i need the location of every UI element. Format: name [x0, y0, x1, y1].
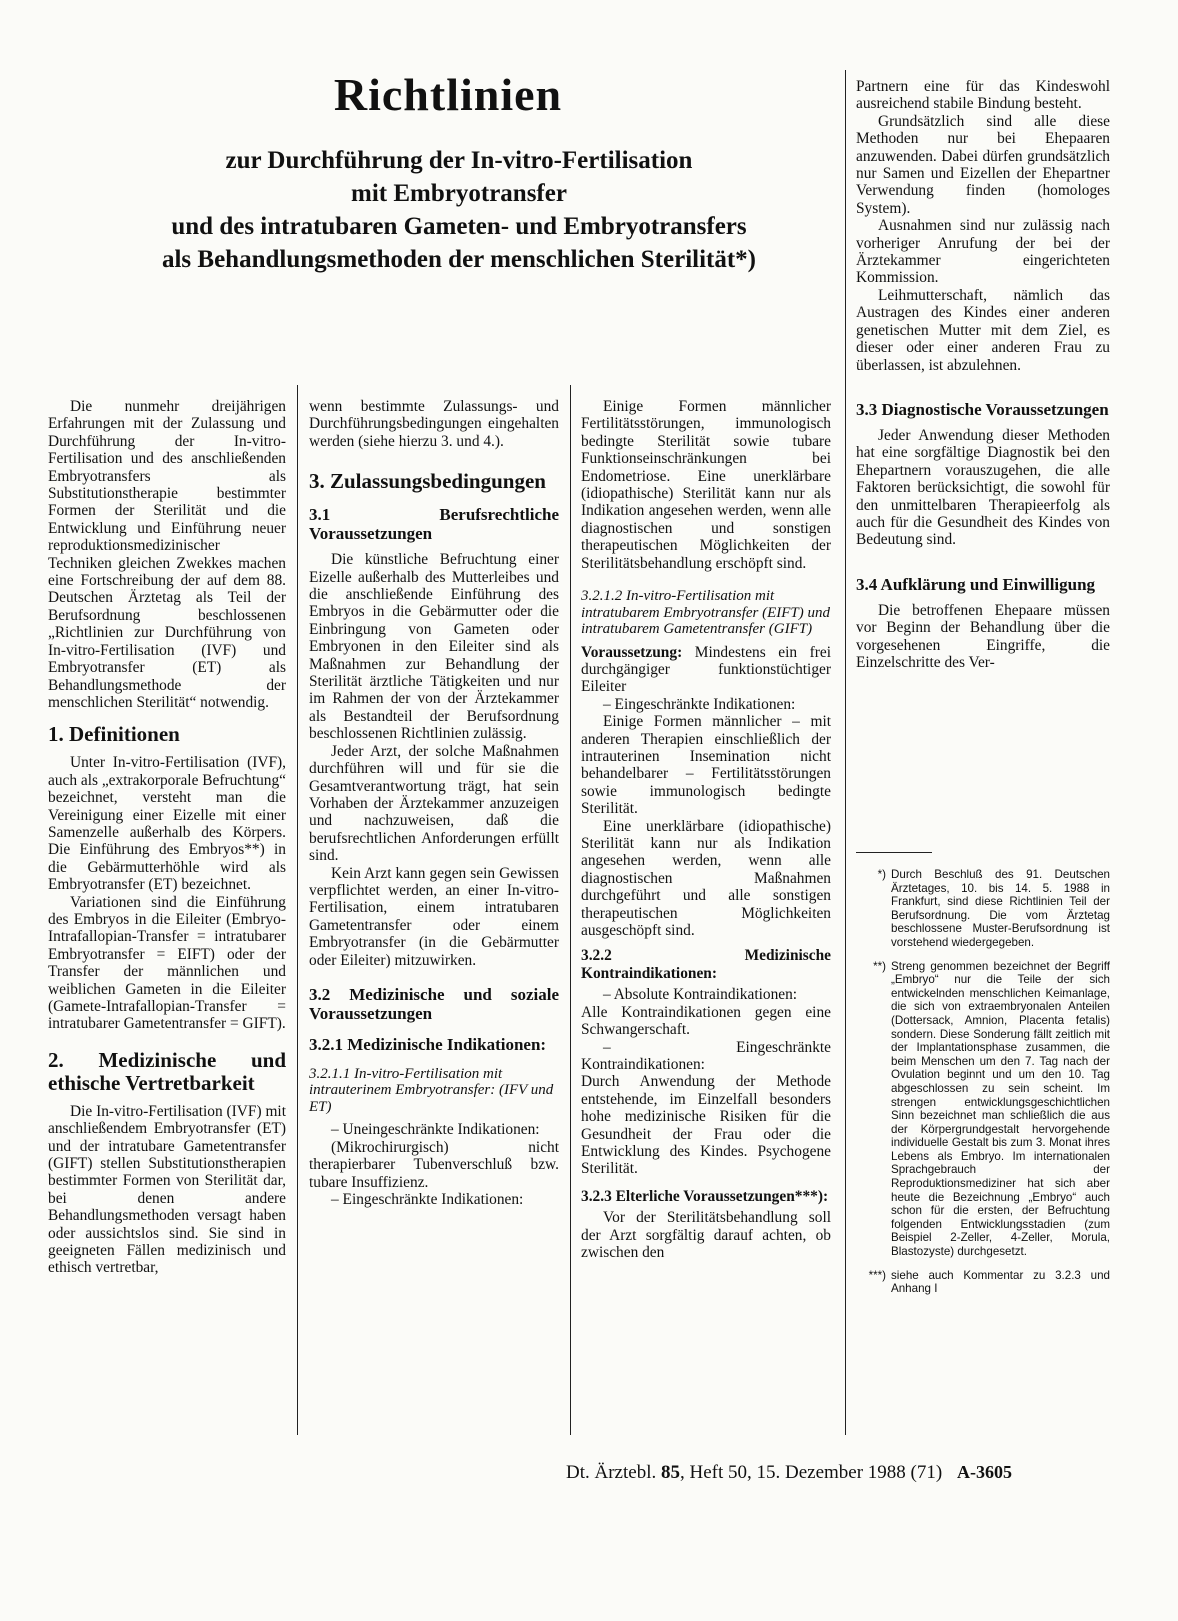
heading-3-2-1-2: 3.2.1.2 In-vitro-Fertilisation mit intratubarem Embryotransfer (EIFT) und intratubarem Gametentransfer (GIFT) [581, 588, 831, 638]
footnote-text: Durch Beschluß des 91. Deutschen Ärztetages, 10. bis 14. 5. 1988 in Frankfurt, sind diese Richtlinien Teil der Berufsordnung. Die vom Ärztetag beschlossene Muster-Berufsordnung ist vorstehend wiedergegeben. [891, 868, 1110, 949]
subtitle-line-2: mit Embryotransfer [351, 180, 567, 207]
intro-paragraph: Die nunmehr dreijährigen Erfahrungen mit der Zulassung und Durchführung der In-vitro-Fertilisation und des anschließenden Embryotransfers als Substitutionstherapie bestimmter Formen der Sterilität und die Entwicklung und Einführung neuer reproduktionsmedizinischer Techniken gleichen Zwekkes machen eine Fortschreibung der auf dem 88. Deutschen Ärztetag als Teil der Berufsordnung beschlossenen „Richtlinien zur Durchführung von In-vitro-Fertilisation (IVF) und Embryotransfer (ET) als Behandlungsmethode der menschlichen Sterilität“ notwendig. [48, 398, 286, 711]
heading-vertretbarkeit: 2. Medizinische und ethische Vertretbarkeit [48, 1047, 286, 1095]
subtitle-line-4: als Behandlungsmethoden der menschlichen Sterilität*) [161, 246, 757, 273]
column-rule-1 [297, 385, 298, 1435]
paragraph: Jeder Arzt, der solche Maßnahmen durchführen will und für sie die Gesamtverantwortung trägt, hat sein Vorhaben der Ärztekammer anzuzeigen und nachzuweisen, daß die berufsrechtlichen Anforderungen erfüllt sind. [309, 742, 559, 865]
paragraph: Vor der Sterilitätsbehandlung soll der Arzt sorgfältig darauf achten, ob zwischen den [581, 1209, 831, 1261]
paragraph: Einige Formen männlicher Fertilitätsstörungen, immunologisch bedingte Sterilität sowie tubare Funktionseinschränkungen bei Endometriose. Eine unerklärbare (idiopathische) Sterilität kann nur als Indikation angesehen werden, wenn alle diagnostischen und sonstigen therapeutischen Möglichkeiten der Sterilitätsbehandlung erschöpft sind. [581, 398, 831, 572]
journal-issue: , Heft 50, 15. Dezember 1988 (71) [679, 1462, 943, 1483]
footnote-mark: ***) [868, 1268, 886, 1282]
paragraph: Variationen sind die Einführung des Embryos in die Eileiter (Embryo-Intrafallopian-Transfer = intratubarer Embryotransfer = EIFT) oder der Transfer der männlichen und weiblichen Gameten in die Eileiter (Gamete-Intrafallopian-Transfer = intratubarer Gametentransfer = GIFT). [48, 893, 286, 1033]
voraussetzung-label: Voraussetzung: [581, 643, 683, 661]
footnote [856, 1269, 1110, 1296]
footnote [856, 960, 1110, 1259]
paragraph: – Eingeschränkte Indikationen: [603, 695, 796, 713]
paragraph: Ausnahmen sind nur zulässig nach vorheriger Anrufung der bei der Ärztekammer eingerichteten Kommission. [856, 217, 1110, 287]
title-block [48, 69, 848, 276]
column-2 [309, 398, 559, 1209]
paragraph: Einige Formen männlicher – mit anderen Therapien einschließlich der intrauterinen Insemination nicht behandelbarer – Fertilitätsstörungen sowie immunologisch bedingte Sterilität. [581, 713, 831, 818]
heading-3-2-1: 3.2.1 Medizinische Indikationen: [309, 1034, 547, 1054]
footnote-rule [856, 852, 932, 853]
heading-3-2-1-1: 3.2.1.1 In-vitro-Fertilisation mit intrauterinem Embryotransfer: (IFV und ET) [309, 1065, 554, 1115]
page-footer [566, 1462, 1012, 1484]
paragraph: – Absolute Kontraindikationen: [603, 986, 798, 1004]
paragraph: Die künstliche Befruchtung einer Eizelle außerhalb des Mutterleibes und die anschließende Einführung des Embryos in die Gebärmutter oder die Einbringung von Gameten oder Embryonen in den Eileiter sind als Maßnahmen zur Behandlung der Sterilität ärztliche Tätigkeiten und nur im Rahmen der von der Ärztekammer als Bestandteil der Berufsordnung beschlossenen Richtlinien zulässig. [309, 551, 559, 743]
page-title: Richtlinien [333, 69, 563, 120]
page-number: A-3605 [956, 1462, 1012, 1482]
heading-zulassungsbedingungen: 3. Zulassungsbedingungen [309, 469, 546, 494]
paragraph: Kein Arzt kann gegen sein Gewissen verpflichtet werden, an einer In-vitro-Fertilisation, einem intratubaren Gametentransfer oder einem Embryotransfer (in die Gebärmutter oder Eileiter) mitzuwirken. [309, 864, 559, 969]
paragraph: – Eingeschränkte Kontraindikationen: [581, 1038, 831, 1073]
subtitle-line-3: und des intratubaren Gameten- und Embryotransfers [171, 213, 747, 240]
paragraph: Die In-vitro-Fertilisation (IVF) mit anschließendem Embryotransfer (ET) und der intratubare Gametentransfer (GIFT) stellen Substitutionstherapien bestimmter Formen von Sterilität dar, bei denen andere Behandlungsmethoden versagt haben oder aussichtslos sind. Sie sind in geeigneten Fällen medizinisch und ethisch vertretbar, [48, 1102, 286, 1277]
heading-3-2-2: 3.2.2 Medizinische Kontraindikationen: [581, 947, 831, 982]
paragraph: Leihmutterschaft, nämlich das Austragen des Kindes einer anderen genetischen Mutter mit dem Ziel, es dieser oder einer anderen Frau zu überlassen, ist abzulehnen. [856, 286, 1110, 374]
paragraph: – Uneingeschränkte Indikationen: [331, 1121, 540, 1139]
heading-3-3: 3.3 Diagnostische Voraussetzungen [856, 399, 1109, 419]
paragraph: Eine unerklärbare (idiopathische) Sterilität kann nur als Indikation angesehen werden, wenn alle diagnostischen Maßnahmen durchgeführt und alle sonstigen therapeutischen Möglichkeiten ausgeschöpft sind. [581, 817, 831, 940]
column-rule-3 [845, 70, 846, 1435]
paragraph: – Eingeschränkte Indikationen: [331, 1191, 524, 1209]
paragraph: Jeder Anwendung dieser Methoden hat eine sorgfältige Diagnostik bei den Ehepartnern vorauszugehen, die alle Faktoren berücksichtigt, die sowohl für den unmittelbaren Therapieerfolg als auch für die Gesundheit des Kindes von Bedeutung sind. [856, 426, 1110, 549]
subtitle-line-1: zur Durchführung der In-vitro-Fertilisation [225, 147, 693, 174]
paragraph: Partnern eine für das Kindeswohl ausreichend stabile Bindung besteht. [856, 78, 1110, 113]
footnote [856, 868, 1110, 950]
paragraph: Grundsätzlich sind alle diese Methoden nur bei Ehepaaren anzuwenden. Dabei dürfen grundsätzlich nur Samen und Eizellen der Ehepartner Verwendung finden (homologes System). [856, 112, 1110, 217]
voraussetzung-text: Mindestens ein frei durchgängiger funktionstüchtiger Eileiter [581, 643, 831, 696]
column-3 [581, 398, 831, 1261]
heading-3-2: 3.2 Medizinische und soziale Voraussetzungen [309, 984, 559, 1023]
paragraph: (Mikrochirurgisch) nicht therapierbarer Tubenverschluß bzw. tubare Insuffizienz. [309, 1138, 559, 1191]
heading-3-4: 3.4 Aufklärung und Einwilligung [856, 574, 1096, 594]
column-rule-2 [570, 385, 571, 1435]
journal-name: Dt. Ärztebl. [566, 1462, 657, 1483]
heading-definitionen: 1. Definitionen [48, 722, 180, 747]
footnote-mark: *) [877, 868, 886, 881]
footnote-text: Streng genommen bezeichnet der Begriff „Embryo“ nur die Teile der sich entwickelnden menschlichen Keimanlage, die sich von extraembryonalen Anteilen (Dottersack, Amnion, Placenta fetalis) sondern. Diese Sonderung fällt zeitlich mit der Implantationsphase zusammen, die beim Menschen um den 7. Tag nach der Ovulation beginnt und um den 10. Tag abgeschlossen zu sein scheint. Im strengen entwicklungsgeschichtlichen Sinn bezeichnet man schließlich die aus der Körpergrundgestalt hervorgehende individuelle Gestalt bis zum 3. Monat ihres Lebens als Embryo. Im internationalen Sprachgebrauch der Reproduktionsmediziner hat sich aber heute die Bezeichnung „Embryo“ auch schon für die ersten, der Befruchtung folgenden Entwicklungsstadien (zum Beispiel 2-Zeller, 4-Zeller, Morula, Blastozyste) durchgesetzt. [891, 959, 1110, 1259]
column-4 [856, 78, 1110, 671]
column-1 [48, 398, 286, 1277]
heading-3-1: 3.1 Berufsrechtliche Voraussetzungen [309, 505, 559, 544]
footnotes [856, 868, 1110, 1306]
paragraph: wenn bestimmte Zulassungs- und Durchführungsbedingungen eingehalten werden (siehe hierzu 3. und 4.). [309, 398, 559, 450]
paragraph: Durch Anwendung der Methode entstehende, im Einzelfall besonders hohe medizinische Risiken für die Gesundheit der Frau oder die Entwicklung des Kindes. Psychogene Sterilität. [581, 1073, 831, 1178]
paragraph: Die betroffenen Ehepaare müssen vor Beginn der Behandlung über die vorgesehenen Eingriffe, die Einzelschritte des Ver- [856, 601, 1110, 671]
paragraph: Alle Kontraindikationen gegen eine Schwangerschaft. [581, 1003, 831, 1039]
footnote-mark: **) [873, 959, 886, 973]
paragraph: Unter In-vitro-Fertilisation (IVF), auch als „extrakorporale Befruchtung“ bezeichnet, versteht man die Vereinigung einer Eizelle mit einer Samenzelle außerhalb des Körpers. Die Einführung des Embryos**) in die Gebärmutterhöhle wird als Embryotransfer (ET) bezeichnet. [48, 754, 287, 894]
journal-volume: 85 [660, 1462, 680, 1483]
paragraph [581, 644, 831, 696]
footnote-text: siehe auch Kommentar zu 3.2.3 und Anhang I [891, 1268, 1110, 1296]
heading-3-2-3: 3.2.3 Elterliche Voraussetzungen***): [581, 1187, 829, 1205]
